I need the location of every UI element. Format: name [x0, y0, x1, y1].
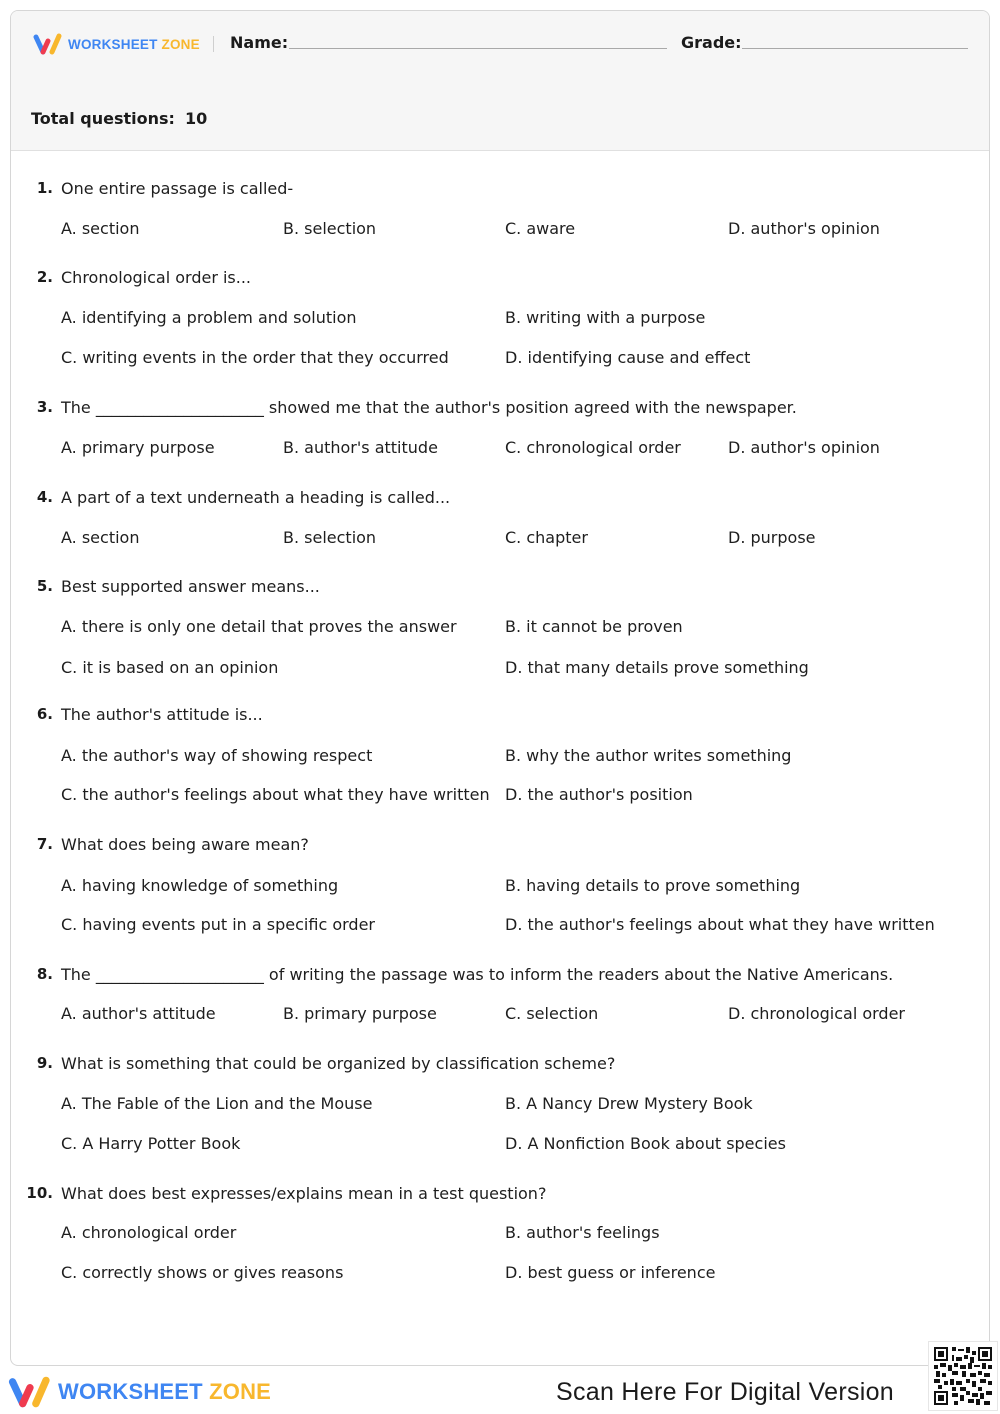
option-c[interactable]: C. A Harry Potter Book [61, 1134, 241, 1153]
option-c[interactable]: C. correctly shows or gives reasons [61, 1263, 344, 1282]
option-d[interactable]: D. best guess or inference [505, 1263, 716, 1282]
worksheetzone-logo-icon [33, 33, 63, 55]
option-d[interactable]: D. the author's position [505, 785, 693, 804]
question-text: What does best expresses/explains mean in a test question? [61, 1184, 547, 1203]
option-a[interactable]: A. section [61, 219, 140, 238]
question-number: 3. [36, 398, 53, 416]
option-d[interactable]: D. the author's feelings about what they have written [505, 915, 935, 934]
option-d[interactable]: D. chronological order [728, 1004, 906, 1023]
option-b[interactable]: B. writing with a purpose [505, 308, 706, 327]
question-text: One entire passage is called- [61, 179, 294, 198]
question-number: 1. [36, 179, 53, 197]
qr-code-icon [934, 1347, 992, 1405]
option-b[interactable]: B. selection [283, 528, 377, 547]
option-b[interactable]: B. primary purpose [283, 1004, 437, 1023]
footer-brand-logo [8, 1376, 271, 1408]
option-c[interactable]: C. chronological order [505, 438, 681, 457]
option-c[interactable]: C. chapter [505, 528, 588, 547]
question-number: 10. [26, 1184, 53, 1202]
total-questions-label: Total questions: [31, 109, 175, 128]
question-text: What is something that could be organized by classification scheme? [61, 1054, 616, 1073]
total-questions [31, 109, 207, 128]
grade-label: Grade: [681, 33, 742, 52]
option-d[interactable]: D. that many details prove something [505, 658, 809, 677]
option-a[interactable]: A. having knowledge of something [61, 876, 339, 895]
option-a[interactable]: A. there is only one detail that proves the answer [61, 617, 457, 636]
question-text: The _____________________ of writing the passage was to inform the readers about the Native Americans. [61, 965, 894, 984]
worksheet-header [11, 11, 989, 151]
name-label: Name: [230, 33, 289, 52]
option-a[interactable]: A. chronological order [61, 1223, 237, 1242]
option-b[interactable]: B. A Nancy Drew Mystery Book [505, 1094, 753, 1113]
total-questions-count: 10 [184, 109, 208, 128]
option-c[interactable]: C. having events put in a specific order [61, 915, 375, 934]
brand-name: WORKSHEET ZONE [68, 36, 200, 52]
question-text: The _____________________ showed me that the author's position agreed with the newspaper. [61, 398, 797, 417]
option-a[interactable]: A. the author's way of showing respect [61, 746, 373, 765]
question-number: 4. [36, 488, 53, 506]
question-number: 6. [36, 705, 53, 723]
option-b[interactable]: B. it cannot be proven [505, 617, 683, 636]
worksheet [10, 10, 990, 1366]
question-number: 7. [36, 835, 53, 853]
option-c[interactable]: C. writing events in the order that they occurred [61, 348, 449, 367]
option-b[interactable]: B. author's attitude [283, 438, 438, 457]
qr-code[interactable] [928, 1341, 998, 1411]
name-field[interactable] [289, 48, 667, 49]
option-d[interactable]: D. purpose [728, 528, 816, 547]
option-d[interactable]: D. author's opinion [728, 219, 880, 238]
option-b[interactable]: B. selection [283, 219, 377, 238]
question-text: A part of a text underneath a heading is called... [61, 488, 451, 507]
option-a[interactable]: A. section [61, 528, 140, 547]
option-b[interactable]: B. why the author writes something [505, 746, 792, 765]
question-text: The author's attitude is... [61, 705, 263, 724]
header-divider [213, 36, 214, 52]
option-a[interactable]: A. The Fable of the Lion and the Mouse [61, 1094, 373, 1113]
option-b[interactable]: B. author's feelings [505, 1223, 660, 1242]
worksheetzone-logo-icon [8, 1376, 52, 1408]
question-text: Chronological order is... [61, 268, 252, 287]
question-number: 5. [36, 577, 53, 595]
option-c[interactable]: C. aware [505, 219, 576, 238]
question-text: Best supported answer means... [61, 577, 320, 596]
option-d[interactable]: D. author's opinion [728, 438, 880, 457]
question-number: 9. [36, 1054, 53, 1072]
option-d[interactable]: D. identifying cause and effect [505, 348, 751, 367]
option-c[interactable]: C. the author's feelings about what they have written [61, 785, 490, 804]
question-number: 2. [36, 268, 53, 286]
question-text: What does being aware mean? [61, 835, 309, 854]
brand-logo [33, 33, 200, 55]
option-b[interactable]: B. having details to prove something [505, 876, 801, 895]
option-a[interactable]: A. identifying a problem and solution [61, 308, 357, 327]
option-c[interactable]: C. it is based on an opinion [61, 658, 279, 677]
scan-caption: Scan Here For Digital Version [556, 1378, 895, 1406]
option-c[interactable]: C. selection [505, 1004, 599, 1023]
option-d[interactable]: D. A Nonfiction Book about species [505, 1134, 786, 1153]
option-a[interactable]: A. author's attitude [61, 1004, 216, 1023]
footer-brand-name: WORKSHEET ZONE [58, 1379, 272, 1404]
option-a[interactable]: A. primary purpose [61, 438, 215, 457]
grade-field[interactable] [742, 48, 968, 49]
question-number: 8. [36, 965, 53, 983]
